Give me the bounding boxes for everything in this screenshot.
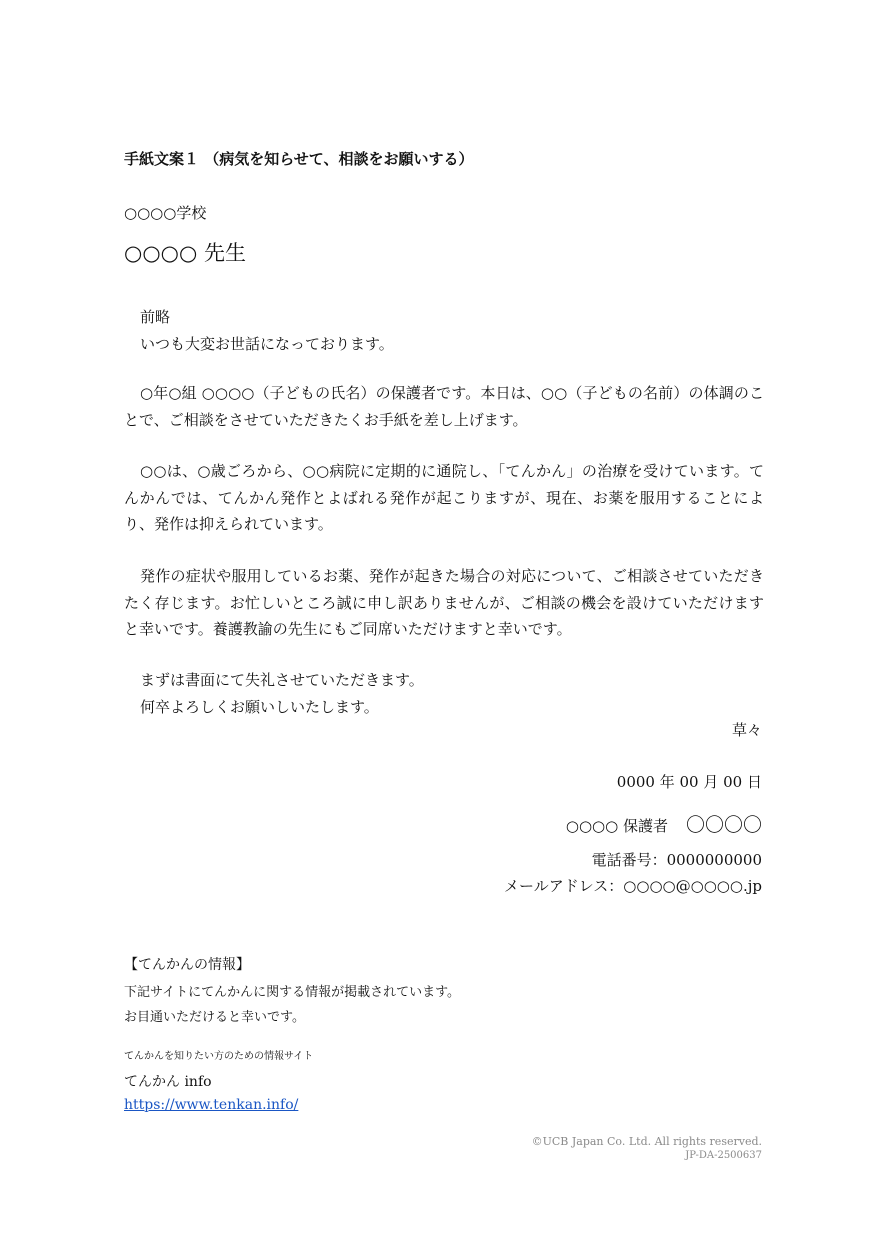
paragraph-request	[124, 563, 764, 643]
guardian-signature	[566, 810, 762, 837]
closing-block	[124, 667, 764, 720]
email-address: メールアドレス：○○○○@○○○○.jp	[504, 877, 762, 895]
phone-number: 電話番号：0000000000	[591, 851, 762, 869]
site-name: てんかん info	[124, 1074, 212, 1090]
teacher-name: ○○○○ 先生	[124, 241, 246, 265]
closing-line-1: まずは書面にて失礼させていただきます。	[140, 671, 424, 689]
greeting-zenryaku: 前略	[140, 308, 171, 326]
greeting-block	[124, 304, 764, 357]
greeting-line: いつも大変お世話になっております。	[140, 334, 394, 353]
letter-title: 手紙文案１ （病気を知らせて、相談をお願いする）	[124, 150, 474, 168]
paragraph-intro-text: ○年○組 ○○○○（子どもの氏名）の保護者です。本日は、○○（子どもの名前）の体調のことで、ご相談をさせていただきたくお手紙を差し上げます。	[124, 384, 764, 429]
closing-line-2: 何卒よろしくお願いしいたします。	[140, 697, 379, 716]
paragraph-request-text: 発作の症状や服用しているお薬、発作が起きた場合の対応について、ご相談させていただきたく存じます。お忙しいところ誠に申し訳ありませんが、ご相談の機会を設けていただけますと幸いです。養護教諭の先生にもご同席いただけますと幸いです。	[124, 567, 764, 638]
info-line-2: お目通いただけると幸いです。	[124, 1010, 305, 1025]
closing-kusou: 草々	[731, 721, 762, 739]
letter-date: 0000 年 00 月 00 日	[616, 773, 762, 791]
paragraph-intro	[124, 380, 764, 433]
document-code: JP-DA-2500637	[685, 1150, 762, 1161]
site-caption: てんかんを知りたい方のための情報サイト	[124, 1051, 314, 1062]
school-name: ○○○○学校	[124, 204, 207, 222]
site-url-link[interactable]: https://www.tenkan.info/	[124, 1097, 299, 1113]
copyright-notice: ©UCB Japan Co. Ltd. All rights reserved.	[531, 1135, 762, 1148]
guardian-name: 〇〇〇〇	[685, 814, 762, 836]
info-line-1: 下記サイトにてんかんに関する情報が掲載されています。	[124, 985, 461, 1000]
info-heading: 【てんかんの情報】	[124, 957, 250, 973]
paragraph-condition	[124, 458, 764, 538]
paragraph-condition-text: ○○は、○歳ごろから、○○病院に定期的に通院し、「てんかん」の治療を受けています。てんかんでは、てんかん発作とよばれる発作が起こりますが、現在、お薬を服用することにより、発作は抑えられています。	[124, 462, 764, 533]
guardian-prefix: ○○○○ 保護者	[565, 817, 668, 835]
